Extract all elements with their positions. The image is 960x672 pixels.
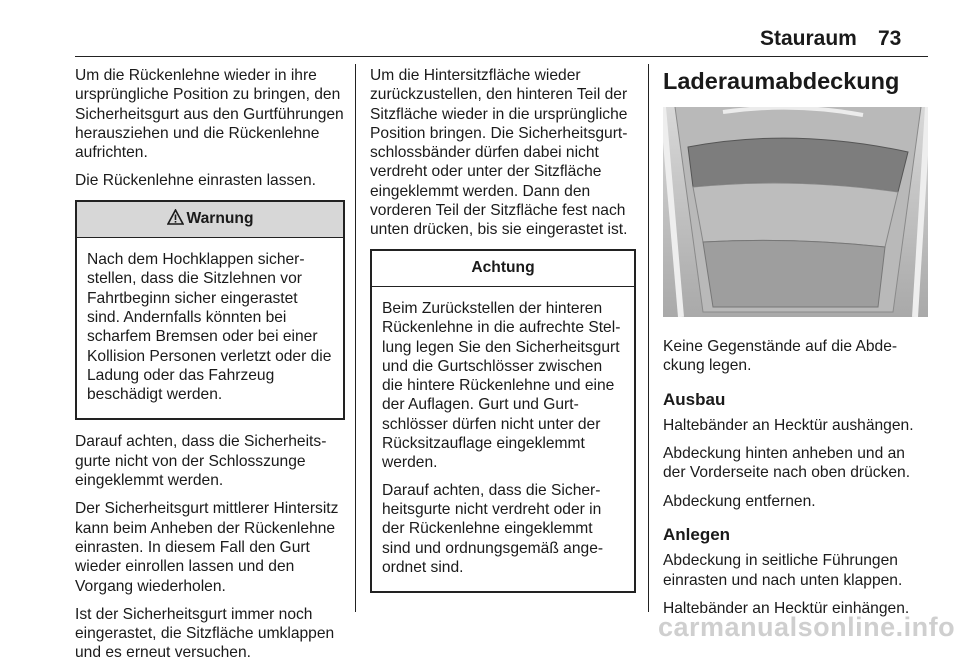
paragraph: Darauf achten, dass die Sicherheitsgurte nicht von der Schlosszunge eingeklemmt werden. xyxy=(75,433,327,490)
column-divider-2 xyxy=(648,64,649,612)
step: Haltebänder an Hecktür aushängen. xyxy=(663,416,914,434)
section-heading: Laderaumabdeckung xyxy=(663,68,900,94)
paragraph: Ist der Sicherheitsgurt immer noch eingerastet, die Sitzfläche umklappen und es erneut versuchen. xyxy=(75,605,335,662)
subheading-ausbau: Ausbau xyxy=(663,389,726,409)
caution-box-title: Achtung xyxy=(372,251,634,287)
caution-text: Beim Zurückstellen der hinteren Rückenlehne in die aufrechte Stellung legen Sie den Sicherheitsgurt und die Gurtschlösser zwischen die hintere Rückenlehne und eine der Auflagen. Gurt und Gurtschlösser dürfen nicht unter der Rücksitzauflage eingeklemmt werden. xyxy=(382,299,621,472)
step: Abdeckung hinten anheben und an der Vorderseite nach oben drücken. xyxy=(663,445,911,482)
paragraph: Der Sicherheitsgurt mittlerer Hintersitz kann beim Anheben der Rückenlehne einrasten. In diesem Fall den Gurt wieder einrollen lassen und den Vorgang wiederholen. xyxy=(75,500,339,595)
page-number: 73 xyxy=(878,27,902,50)
warning-box-title xyxy=(77,202,343,238)
step: Abdeckung entfernen. xyxy=(663,492,816,510)
caution-box xyxy=(370,249,636,593)
step: Haltebänder an Hecktür einhängen. xyxy=(663,599,910,617)
warning-box xyxy=(75,200,345,421)
caution-text: Darauf achten, dass die Sicherheitsgurte nicht verdreht oder in der Rückenlehne eingeklemmt sind und ordnungsgemäß angeordnet sind. xyxy=(382,481,604,576)
subheading-anlegen: Anlegen xyxy=(663,525,731,545)
column-3 xyxy=(663,66,928,627)
column-divider-1 xyxy=(355,64,356,612)
watermark: carmanualsonline.info xyxy=(658,612,956,642)
step: Abdeckung in seitliche Führungen einrasten und nach unten klappen. xyxy=(663,552,903,589)
page-section-title: Stauraum xyxy=(760,27,857,50)
paragraph: Keine Gegenstände auf die Abdeckung legen. xyxy=(663,338,898,375)
warning-triangle-icon xyxy=(167,209,184,225)
paragraph: Um die Hintersitzfläche wieder zurückzustellen, den hinteren Teil der Sitzfläche wieder in die ursprüngliche Position bringen. Die Sicherheitsgurtschlossbänder dürfen dabei nicht verdreht oder unter der Sitzfläche eingeklemmt werden. Dann den vorderen Teil der Sitzfläche fest nach unten drücken, bis sie eingerastet ist. xyxy=(370,67,628,239)
warning-title-text: Warnung xyxy=(186,209,254,227)
header-divider xyxy=(75,56,928,57)
warning-text: Nach dem Hochklappen sicherstellen, dass die Sitzlehnen vor Fahrtbeginn sicher eingerastet sind. Andernfalls könnten bei scharfem Bremsen oder bei einer Kollision Personen verletzt oder die Ladung oder das Fahrzeug beschädigt werden. xyxy=(87,251,332,404)
cargo-cover-image xyxy=(663,107,928,317)
paragraph: Um die Rückenlehne wieder in ihre ursprüngliche Position zu bringen, den Sicherheitsgurt aus den Gurtführungen herausziehen und die Rückenlehne aufrichten. xyxy=(75,67,344,162)
paragraph: Die Rückenlehne einrasten lassen. xyxy=(75,172,316,190)
column-1 xyxy=(75,66,345,672)
column-2 xyxy=(370,66,636,593)
